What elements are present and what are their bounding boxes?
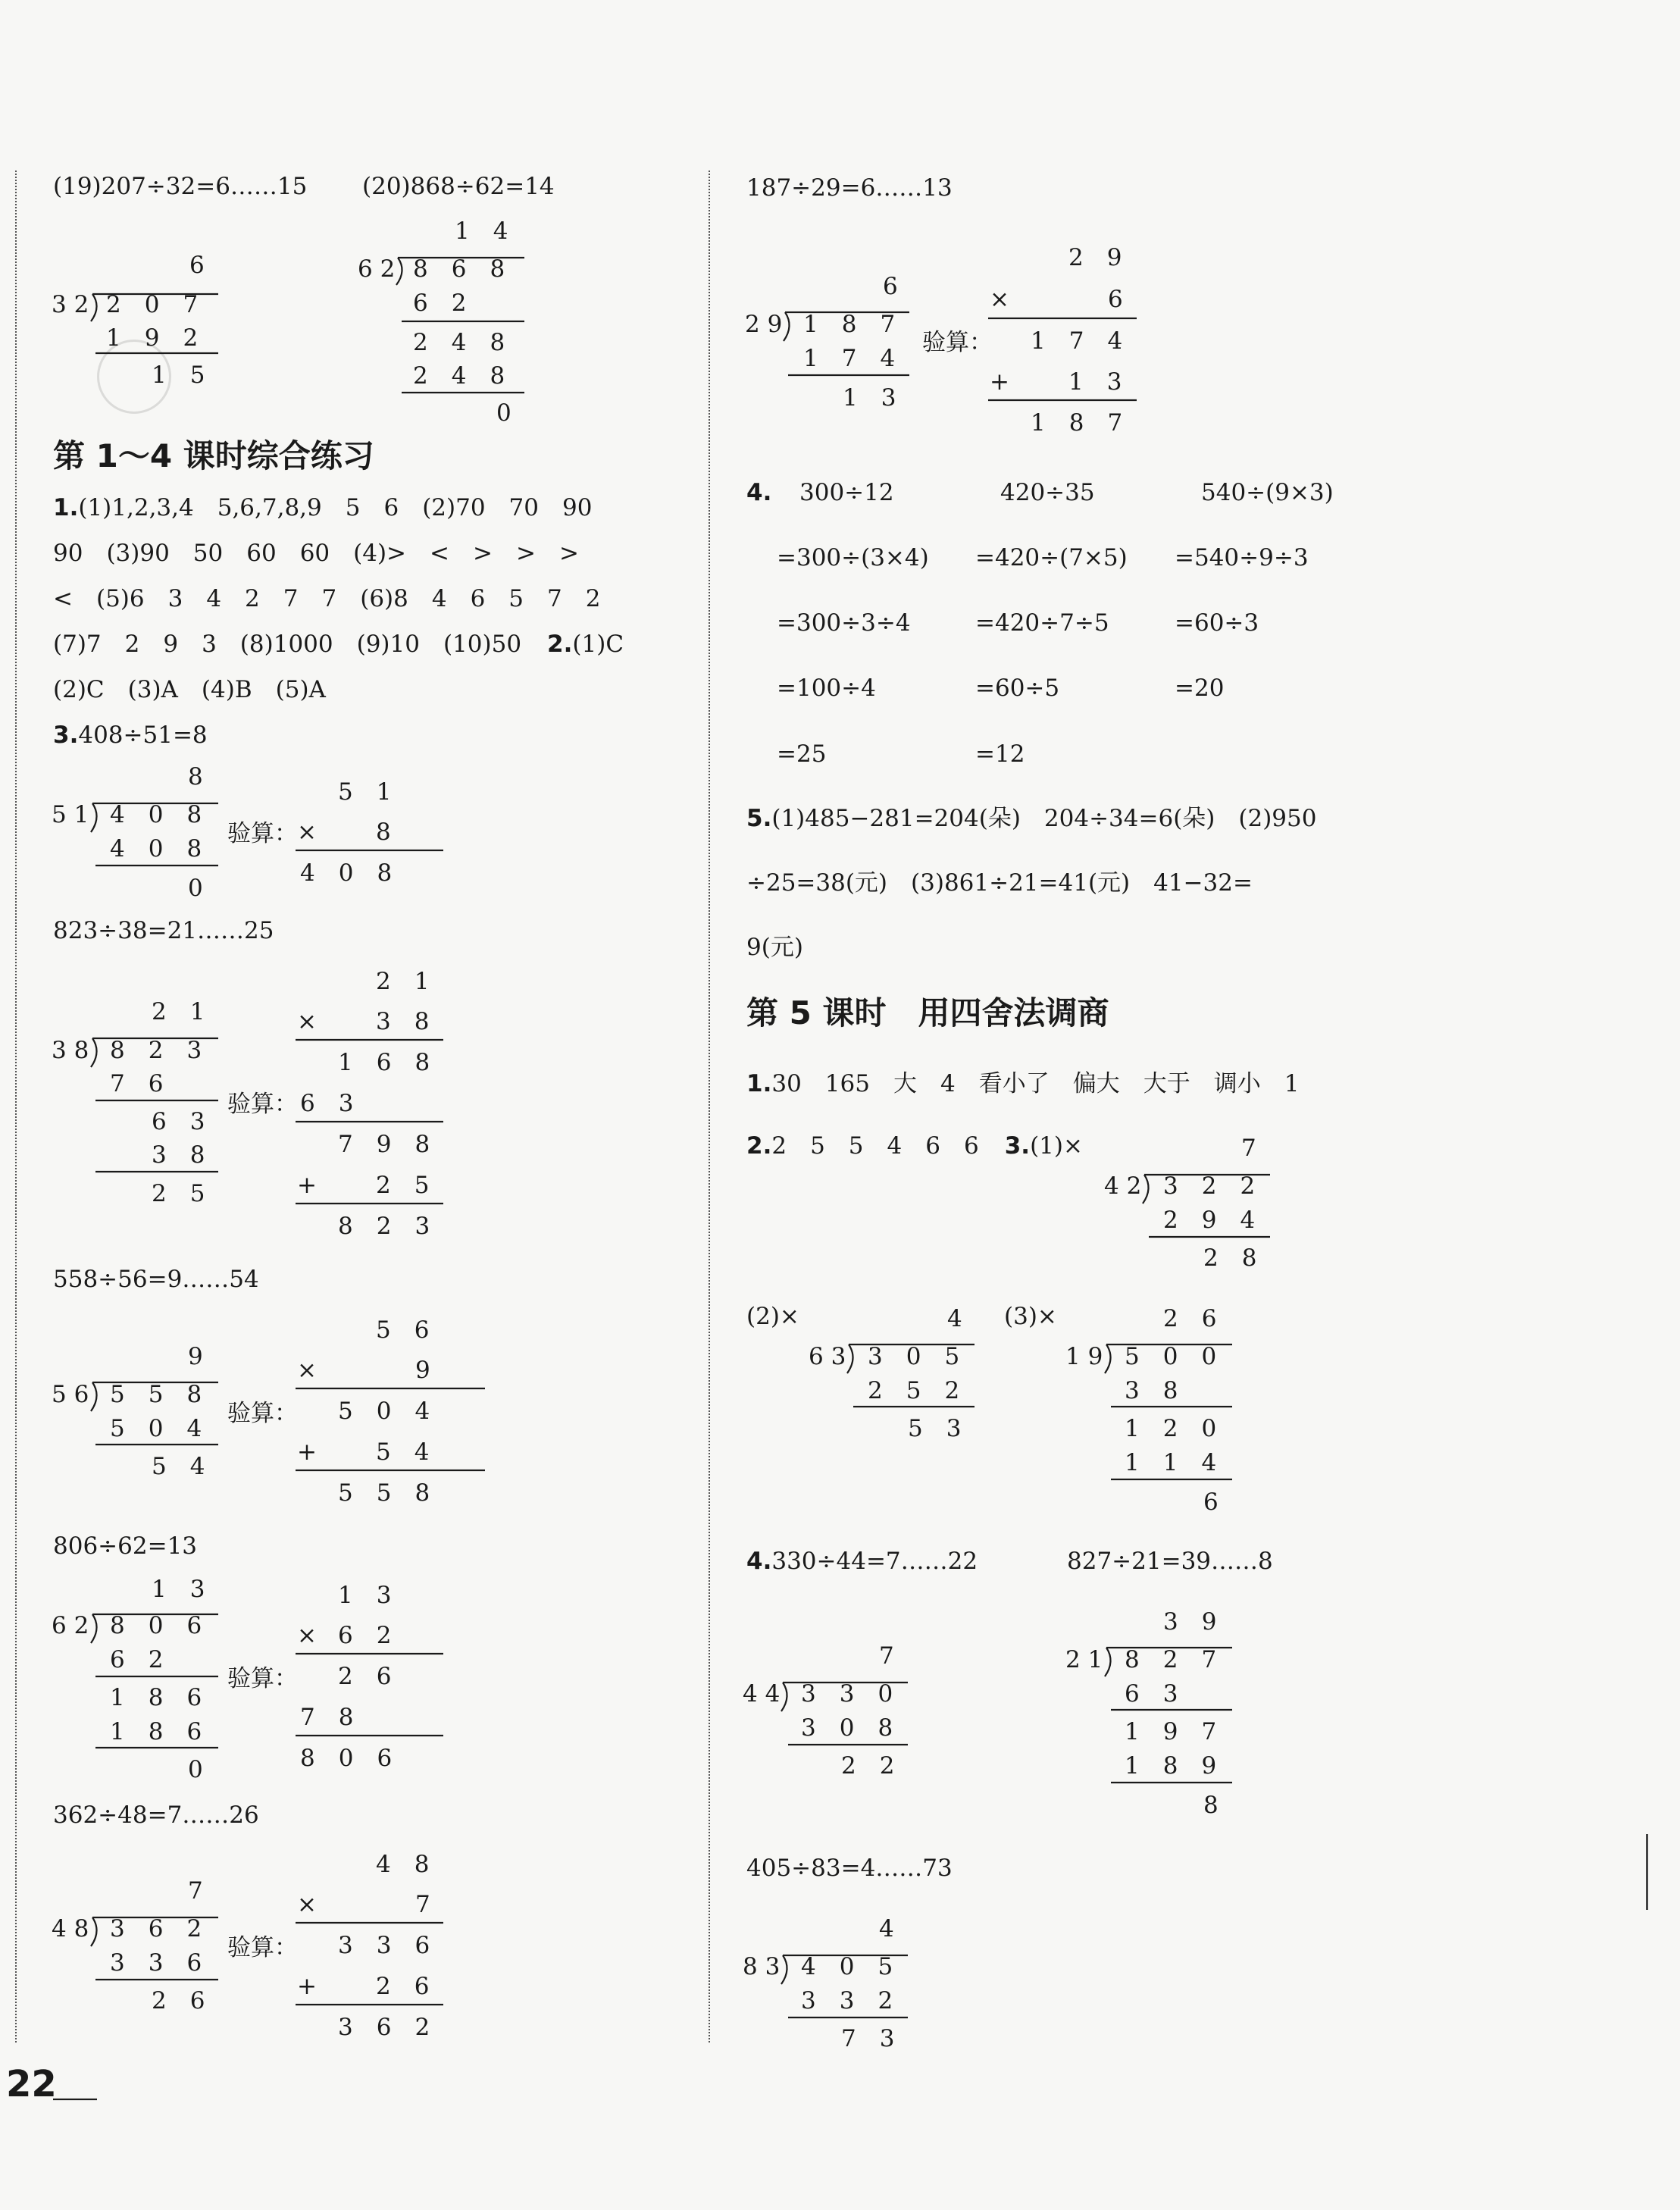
svg-text:8 2 3: 8 2 3 xyxy=(338,1213,430,1240)
equation-187: 187÷29=6……13 xyxy=(746,174,953,202)
q1-line2: 90 (3)90 50 60 60 (4)> < > > > xyxy=(53,540,579,567)
svg-text:6 3: 6 3 xyxy=(809,1343,846,1370)
svg-text:8: 8 xyxy=(188,763,203,790)
s5-q2-text: 2 5 5 4 6 6 xyxy=(771,1132,979,1160)
svg-text:1 3: 1 3 xyxy=(843,384,896,412)
svg-text:7 3: 7 3 xyxy=(841,2025,895,2052)
q5-number: 5. xyxy=(746,805,772,832)
svg-text:4 8: 4 8 xyxy=(376,1851,430,1878)
q3-number: 3. xyxy=(53,722,79,749)
svg-text:6: 6 xyxy=(1108,286,1123,313)
q4-col1-step3: =300÷3÷4 xyxy=(777,609,911,637)
svg-text:2 5: 2 5 xyxy=(152,1180,205,1207)
q1-line4 xyxy=(53,629,624,659)
svg-text:×: × xyxy=(297,1357,317,1384)
svg-text:7: 7 xyxy=(415,1891,430,1918)
s5-q3-number: 3. xyxy=(1004,1132,1031,1160)
svg-text:8 0 6: 8 0 6 xyxy=(110,1612,202,1639)
s5-q1-number: 1. xyxy=(746,1070,772,1097)
q4-col3-step3: =60÷3 xyxy=(1175,609,1259,637)
equation-827: 827÷21=39……8 xyxy=(1067,1548,1273,1575)
check-label-408: 验算： xyxy=(227,820,298,847)
long-division-405-83 xyxy=(743,1915,908,2052)
long-division-827-21 xyxy=(1065,1608,1232,1819)
svg-text:5 4: 5 4 xyxy=(152,1453,205,1480)
svg-text:5 3: 5 3 xyxy=(908,1415,962,1442)
equation-558: 558÷56=9……54 xyxy=(53,1266,259,1293)
svg-text:9: 9 xyxy=(415,1357,430,1384)
svg-text:1 8 7: 1 8 7 xyxy=(803,311,896,338)
svg-text:2 9: 2 9 xyxy=(745,311,783,338)
svg-text:6: 6 xyxy=(189,252,205,279)
q2-first-answer: (1)C xyxy=(572,631,624,658)
q1-line3: < (5)6 3 4 2 7 7 (6)8 4 6 5 7 2 xyxy=(53,585,601,612)
q5-line3: 9(元) xyxy=(746,934,803,961)
q4-col2-step5: =12 xyxy=(975,740,1025,768)
svg-text:1 3: 1 3 xyxy=(1068,368,1122,396)
svg-text:3 2 2: 3 2 2 xyxy=(1163,1172,1256,1200)
svg-text:2 9 4: 2 9 4 xyxy=(1163,1207,1256,1234)
svg-text:4 0 8: 4 0 8 xyxy=(110,801,202,828)
svg-text:8: 8 xyxy=(1203,1792,1219,1819)
svg-text:3 3 6: 3 3 6 xyxy=(338,1932,430,1959)
svg-text:3 6 2: 3 6 2 xyxy=(110,1915,202,1942)
svg-text:1 9 2: 1 9 2 xyxy=(106,324,199,352)
svg-text:5 1: 5 1 xyxy=(338,778,392,806)
long-division-868-62 xyxy=(358,218,524,427)
equation-823: 823÷38=21……25 xyxy=(53,917,274,944)
svg-text:1 4: 1 4 xyxy=(455,218,508,245)
check-label-823: 验算： xyxy=(227,1091,298,1118)
long-division-305-63 xyxy=(809,1305,975,1442)
svg-text:7: 7 xyxy=(188,1877,203,1905)
long-division-322-42 xyxy=(1104,1135,1270,1272)
svg-text:2 6: 2 6 xyxy=(376,1973,430,2000)
svg-text:4: 4 xyxy=(879,1915,894,1942)
check-label-187: 验算： xyxy=(922,329,993,356)
svg-text:2 0 7: 2 0 7 xyxy=(106,291,199,318)
svg-text:2 4 8: 2 4 8 xyxy=(413,329,505,356)
svg-text:3 9: 3 9 xyxy=(1163,1608,1217,1636)
q4-col1-step5: =25 xyxy=(777,740,827,768)
svg-text:0: 0 xyxy=(188,875,203,902)
equation-362: 362÷48=7……26 xyxy=(53,1801,259,1829)
svg-text:+: + xyxy=(297,1438,317,1466)
q1-line4-text: (7)7 2 9 3 (8)1000 (9)10 (10)50 xyxy=(53,631,522,658)
svg-text:2 5 2: 2 5 2 xyxy=(868,1377,960,1404)
q20-equation: (20)868÷62=14 xyxy=(362,173,555,200)
svg-text:6: 6 xyxy=(1203,1488,1219,1516)
long-division-330-44 xyxy=(743,1642,908,1780)
svg-text:1 7 4: 1 7 4 xyxy=(1031,327,1123,355)
s5-q2-q3 xyxy=(746,1131,1083,1161)
svg-text:5 0 0: 5 0 0 xyxy=(1125,1343,1217,1370)
svg-text:1 3: 1 3 xyxy=(338,1582,392,1609)
section-title-review-1-4: 第 1～4 课时综合练习 xyxy=(53,437,374,474)
q5-line1-text: (1)485−281=204(朵) 204÷34=6(朵) (2)950 xyxy=(771,805,1317,832)
s5-q4-text: 330÷44=7……22 xyxy=(771,1548,978,1575)
q2-answers: (2)C (3)A (4)B (5)A xyxy=(53,676,326,703)
svg-text:+: + xyxy=(990,368,1009,396)
svg-text:2 6: 2 6 xyxy=(152,1987,205,2014)
q4-col3-step4: =20 xyxy=(1175,675,1225,702)
equation-405: 405÷83=4……73 xyxy=(746,1855,953,1882)
svg-text:2 9: 2 9 xyxy=(1068,244,1122,271)
svg-text:8 2 3: 8 2 3 xyxy=(110,1037,202,1064)
svg-text:8 6 8: 8 6 8 xyxy=(413,255,505,283)
right-edge-mark xyxy=(1646,1834,1648,1910)
svg-text:6 3: 6 3 xyxy=(1125,1680,1178,1708)
page-number: 22 xyxy=(6,2063,57,2105)
svg-text:7 8: 7 8 xyxy=(300,1704,354,1731)
svg-text:0: 0 xyxy=(188,1756,203,1783)
svg-text:2 1: 2 1 xyxy=(376,968,430,995)
svg-text:4 0 8: 4 0 8 xyxy=(300,859,393,887)
q19-equation: (19)207÷32=6……15 xyxy=(53,173,308,200)
q4-col2-step2: =420÷(7×5) xyxy=(975,544,1128,571)
svg-text:1 6 8: 1 6 8 xyxy=(338,1049,430,1076)
svg-text:7: 7 xyxy=(879,1642,894,1670)
q2-number: 2. xyxy=(547,631,573,658)
svg-text:4 4: 4 4 xyxy=(743,1680,781,1708)
svg-text:0: 0 xyxy=(496,399,512,427)
svg-text:8 3: 8 3 xyxy=(743,1953,781,1980)
q4-col2-step1: 420÷35 xyxy=(1000,479,1095,506)
q5-line1 xyxy=(746,803,1316,834)
s5-q1 xyxy=(746,1069,1299,1099)
svg-text:2 1: 2 1 xyxy=(1065,1646,1103,1673)
q4-col1-step2: =300÷(3×4) xyxy=(777,544,929,571)
svg-text:5 5 8: 5 5 8 xyxy=(338,1479,430,1507)
svg-text:5 1: 5 1 xyxy=(52,801,89,828)
svg-text:2 2: 2 2 xyxy=(841,1752,895,1780)
q1-line1-text: (1)1,2,3,4 5,6,7,8,9 5 6 (2)70 70 90 xyxy=(78,494,593,521)
s5-q4-number: 4. xyxy=(746,1548,772,1575)
svg-text:6 2: 6 2 xyxy=(413,290,467,317)
check-label-806: 验算： xyxy=(227,1665,298,1692)
s5-q3-part3: (3)× xyxy=(1004,1303,1057,1330)
svg-text:7 9 8: 7 9 8 xyxy=(338,1131,430,1158)
svg-text:×: × xyxy=(297,1008,317,1035)
svg-text:1 9 7: 1 9 7 xyxy=(1125,1718,1217,1745)
q4-col1-step1: 300÷12 xyxy=(799,479,894,506)
svg-text:6 3: 6 3 xyxy=(300,1090,354,1117)
q3-equation xyxy=(53,720,208,750)
svg-text:7: 7 xyxy=(1241,1135,1256,1162)
svg-text:5 4: 5 4 xyxy=(376,1438,430,1466)
s5-q2-number: 2. xyxy=(746,1132,772,1160)
svg-text:1 5: 1 5 xyxy=(152,362,205,389)
q4-number: 4. xyxy=(746,479,772,506)
svg-text:×: × xyxy=(297,1622,317,1649)
svg-text:6: 6 xyxy=(883,273,898,300)
svg-text:×: × xyxy=(297,819,317,846)
svg-text:5 0 4: 5 0 4 xyxy=(110,1415,202,1442)
svg-text:1 2 0: 1 2 0 xyxy=(1125,1415,1217,1442)
long-division-500-19 xyxy=(1065,1305,1232,1516)
q5-line2: ÷25=38(元) (3)861÷21=41(元) 41−32= xyxy=(746,869,1253,897)
svg-text:3 3 2: 3 3 2 xyxy=(801,1987,893,2014)
svg-text:6 2: 6 2 xyxy=(52,1612,89,1639)
svg-text:6 2: 6 2 xyxy=(110,1646,164,1673)
svg-text:1 9: 1 9 xyxy=(1065,1343,1103,1370)
s5-q4-equation-330 xyxy=(746,1546,978,1576)
svg-text:3 0 8: 3 0 8 xyxy=(801,1714,893,1742)
svg-text:2 1: 2 1 xyxy=(152,998,205,1025)
svg-text:6 3: 6 3 xyxy=(152,1108,205,1135)
svg-text:1 7 4: 1 7 4 xyxy=(803,345,896,372)
svg-text:3 8: 3 8 xyxy=(1125,1377,1178,1404)
svg-text:5 5 8: 5 5 8 xyxy=(110,1381,202,1408)
q4-col2-step3: =420÷7÷5 xyxy=(975,609,1109,637)
svg-text:9: 9 xyxy=(188,1343,203,1370)
svg-text:2 6: 2 6 xyxy=(338,1663,392,1690)
check-label-558: 验算： xyxy=(227,1400,298,1427)
svg-text:8: 8 xyxy=(376,819,391,846)
q4-col3-step1: 540÷(9×3) xyxy=(1201,479,1334,506)
svg-text:3 0 5: 3 0 5 xyxy=(868,1343,960,1370)
q4-col2-step4: =60÷5 xyxy=(975,675,1060,702)
svg-text:4 2: 4 2 xyxy=(1104,1172,1142,1200)
svg-text:3 8: 3 8 xyxy=(52,1037,89,1064)
svg-text:3 6 2: 3 6 2 xyxy=(338,2014,430,2041)
svg-text:5 0 4: 5 0 4 xyxy=(338,1398,430,1425)
svg-text:6 2: 6 2 xyxy=(338,1622,392,1649)
svg-text:1 8 6: 1 8 6 xyxy=(110,1718,202,1745)
svg-text:1 8 9: 1 8 9 xyxy=(1125,1752,1217,1780)
svg-text:2 4 8: 2 4 8 xyxy=(413,362,505,390)
svg-text:1 8 7: 1 8 7 xyxy=(1031,409,1123,437)
svg-text:3 3 6: 3 3 6 xyxy=(110,1949,202,1977)
svg-text:1 1 4: 1 1 4 xyxy=(1125,1449,1217,1476)
svg-text:4 0 8: 4 0 8 xyxy=(110,835,202,862)
check-label-362: 验算： xyxy=(227,1934,298,1961)
svg-text:3 3 0: 3 3 0 xyxy=(801,1680,893,1708)
q1-line1 xyxy=(53,493,592,523)
section-title-lesson-5: 第 5 课时 用四舍法调商 xyxy=(746,994,1109,1031)
svg-text:2 6: 2 6 xyxy=(1163,1305,1217,1332)
svg-text:8 0 6: 8 0 6 xyxy=(300,1745,393,1772)
q4-col3-step2: =540÷9÷3 xyxy=(1175,544,1309,571)
svg-text:4 0 5: 4 0 5 xyxy=(801,1953,893,1980)
s5-q3-part1: (1)× xyxy=(1030,1132,1083,1160)
svg-text:4: 4 xyxy=(947,1305,962,1332)
svg-text:2 5: 2 5 xyxy=(376,1172,430,1199)
svg-text:3 8: 3 8 xyxy=(152,1141,205,1169)
svg-text:1 8 6: 1 8 6 xyxy=(110,1684,202,1711)
svg-text:5 6: 5 6 xyxy=(376,1316,430,1344)
svg-text:6 2: 6 2 xyxy=(358,255,396,283)
svg-text:+: + xyxy=(297,1973,317,2000)
svg-text:4 8: 4 8 xyxy=(52,1915,89,1942)
svg-text:7 6: 7 6 xyxy=(110,1070,164,1097)
svg-text:×: × xyxy=(990,286,1009,313)
s5-q3-part2: (2)× xyxy=(746,1303,799,1330)
equation-806: 806÷62=13 xyxy=(53,1532,198,1560)
svg-text:3 8: 3 8 xyxy=(376,1008,430,1035)
svg-text:8 2 7: 8 2 7 xyxy=(1125,1646,1217,1673)
long-division-207-32 xyxy=(52,252,218,389)
svg-text:5 6: 5 6 xyxy=(52,1381,89,1408)
svg-text:1 3: 1 3 xyxy=(152,1576,205,1603)
svg-text:+: + xyxy=(297,1172,317,1199)
q4-col1-step4: =100÷4 xyxy=(777,675,876,702)
s5-q1-text: 30 165 大 4 看小了 偏大 大于 调小 1 xyxy=(771,1070,1300,1097)
svg-text:3 2: 3 2 xyxy=(52,291,89,318)
svg-text:×: × xyxy=(297,1891,317,1918)
svg-text:2 8: 2 8 xyxy=(1203,1244,1257,1272)
q3-equation-text: 408÷51=8 xyxy=(78,722,208,749)
q1-number: 1. xyxy=(53,494,79,521)
